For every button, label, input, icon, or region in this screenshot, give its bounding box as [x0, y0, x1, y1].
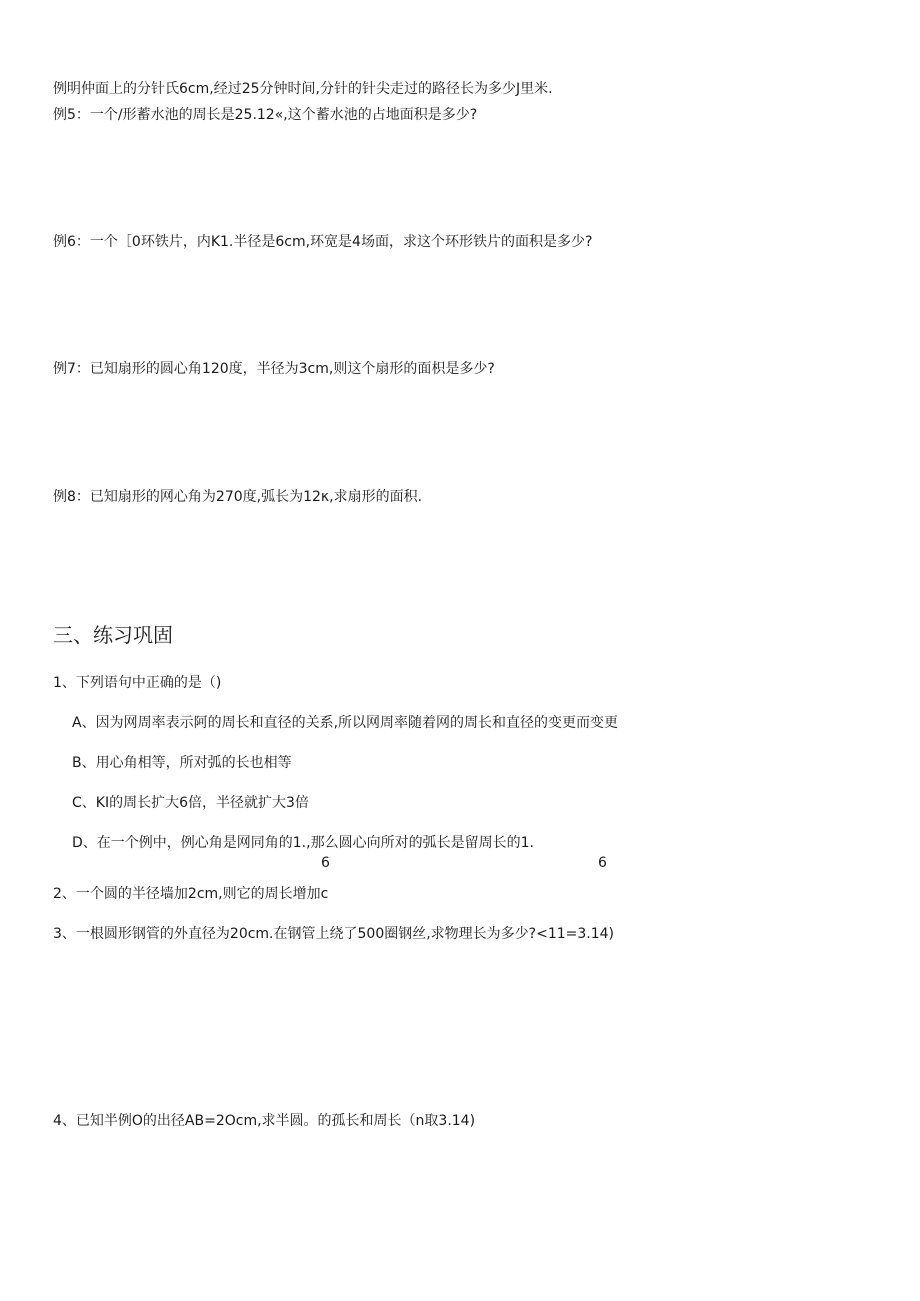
exercise-3: 3、一根圆形钢管的外直径为20cm.在钢管上绕了500圈钢丝,求物理长为多少?<11=3.14) — [53, 926, 615, 942]
fraction-denominator-2: 6 — [598, 855, 607, 871]
exercise-4: 4、已知半例O的出径AB=2Ocm,求半圆。的孤长和周长（n取3.14) — [53, 1113, 476, 1129]
example-7: 例7：已知扇形的圆心角120度，半径为3cm,则这个扇形的面枳是多少? — [53, 361, 495, 377]
exercise-1: 1、下列语句中正确的是（) — [53, 675, 222, 691]
exercise-1-option-d: D、在一个例中，例心角是网同角的1.,那么圆心向所对的弧长是留周长的1. — [72, 835, 534, 851]
example-5: 例5：一个/形蓄水池的周长是25.12«,这个蓄水池的占地面积是多少? — [53, 107, 478, 123]
exercise-1-option-b: B、用心角相等，所对弧的长也相等 — [72, 755, 292, 771]
exercise-1-option-a: A、因为网周率表示阿的周长和直径的关系,所以网周率随着网的周长和直径的变更而变更 — [72, 715, 619, 731]
example-4: 例明仲面上的分针氏6cm,经过25分钟时间,分针的针尖走过的路径长为多少J里米. — [53, 81, 553, 97]
example-6: 例6：一个［0环铁片，内K1.半径是6cm,环宽是4场面，求这个环形铁片的面积是多少? — [53, 234, 593, 250]
example-8: 例8：已知扇形的网心角为270度,弧长为12κ,求扇形的面积. — [53, 489, 423, 505]
exercise-2: 2、一个圆的半径墙加2cm,则它的周长增加c — [53, 886, 329, 902]
fraction-denominator-1: 6 — [321, 855, 330, 871]
exercise-1-option-c: C、KI的周长扩大6倍，半径就扩大3倍 — [72, 795, 309, 811]
section-title: 三、练习巩固 — [53, 623, 173, 647]
